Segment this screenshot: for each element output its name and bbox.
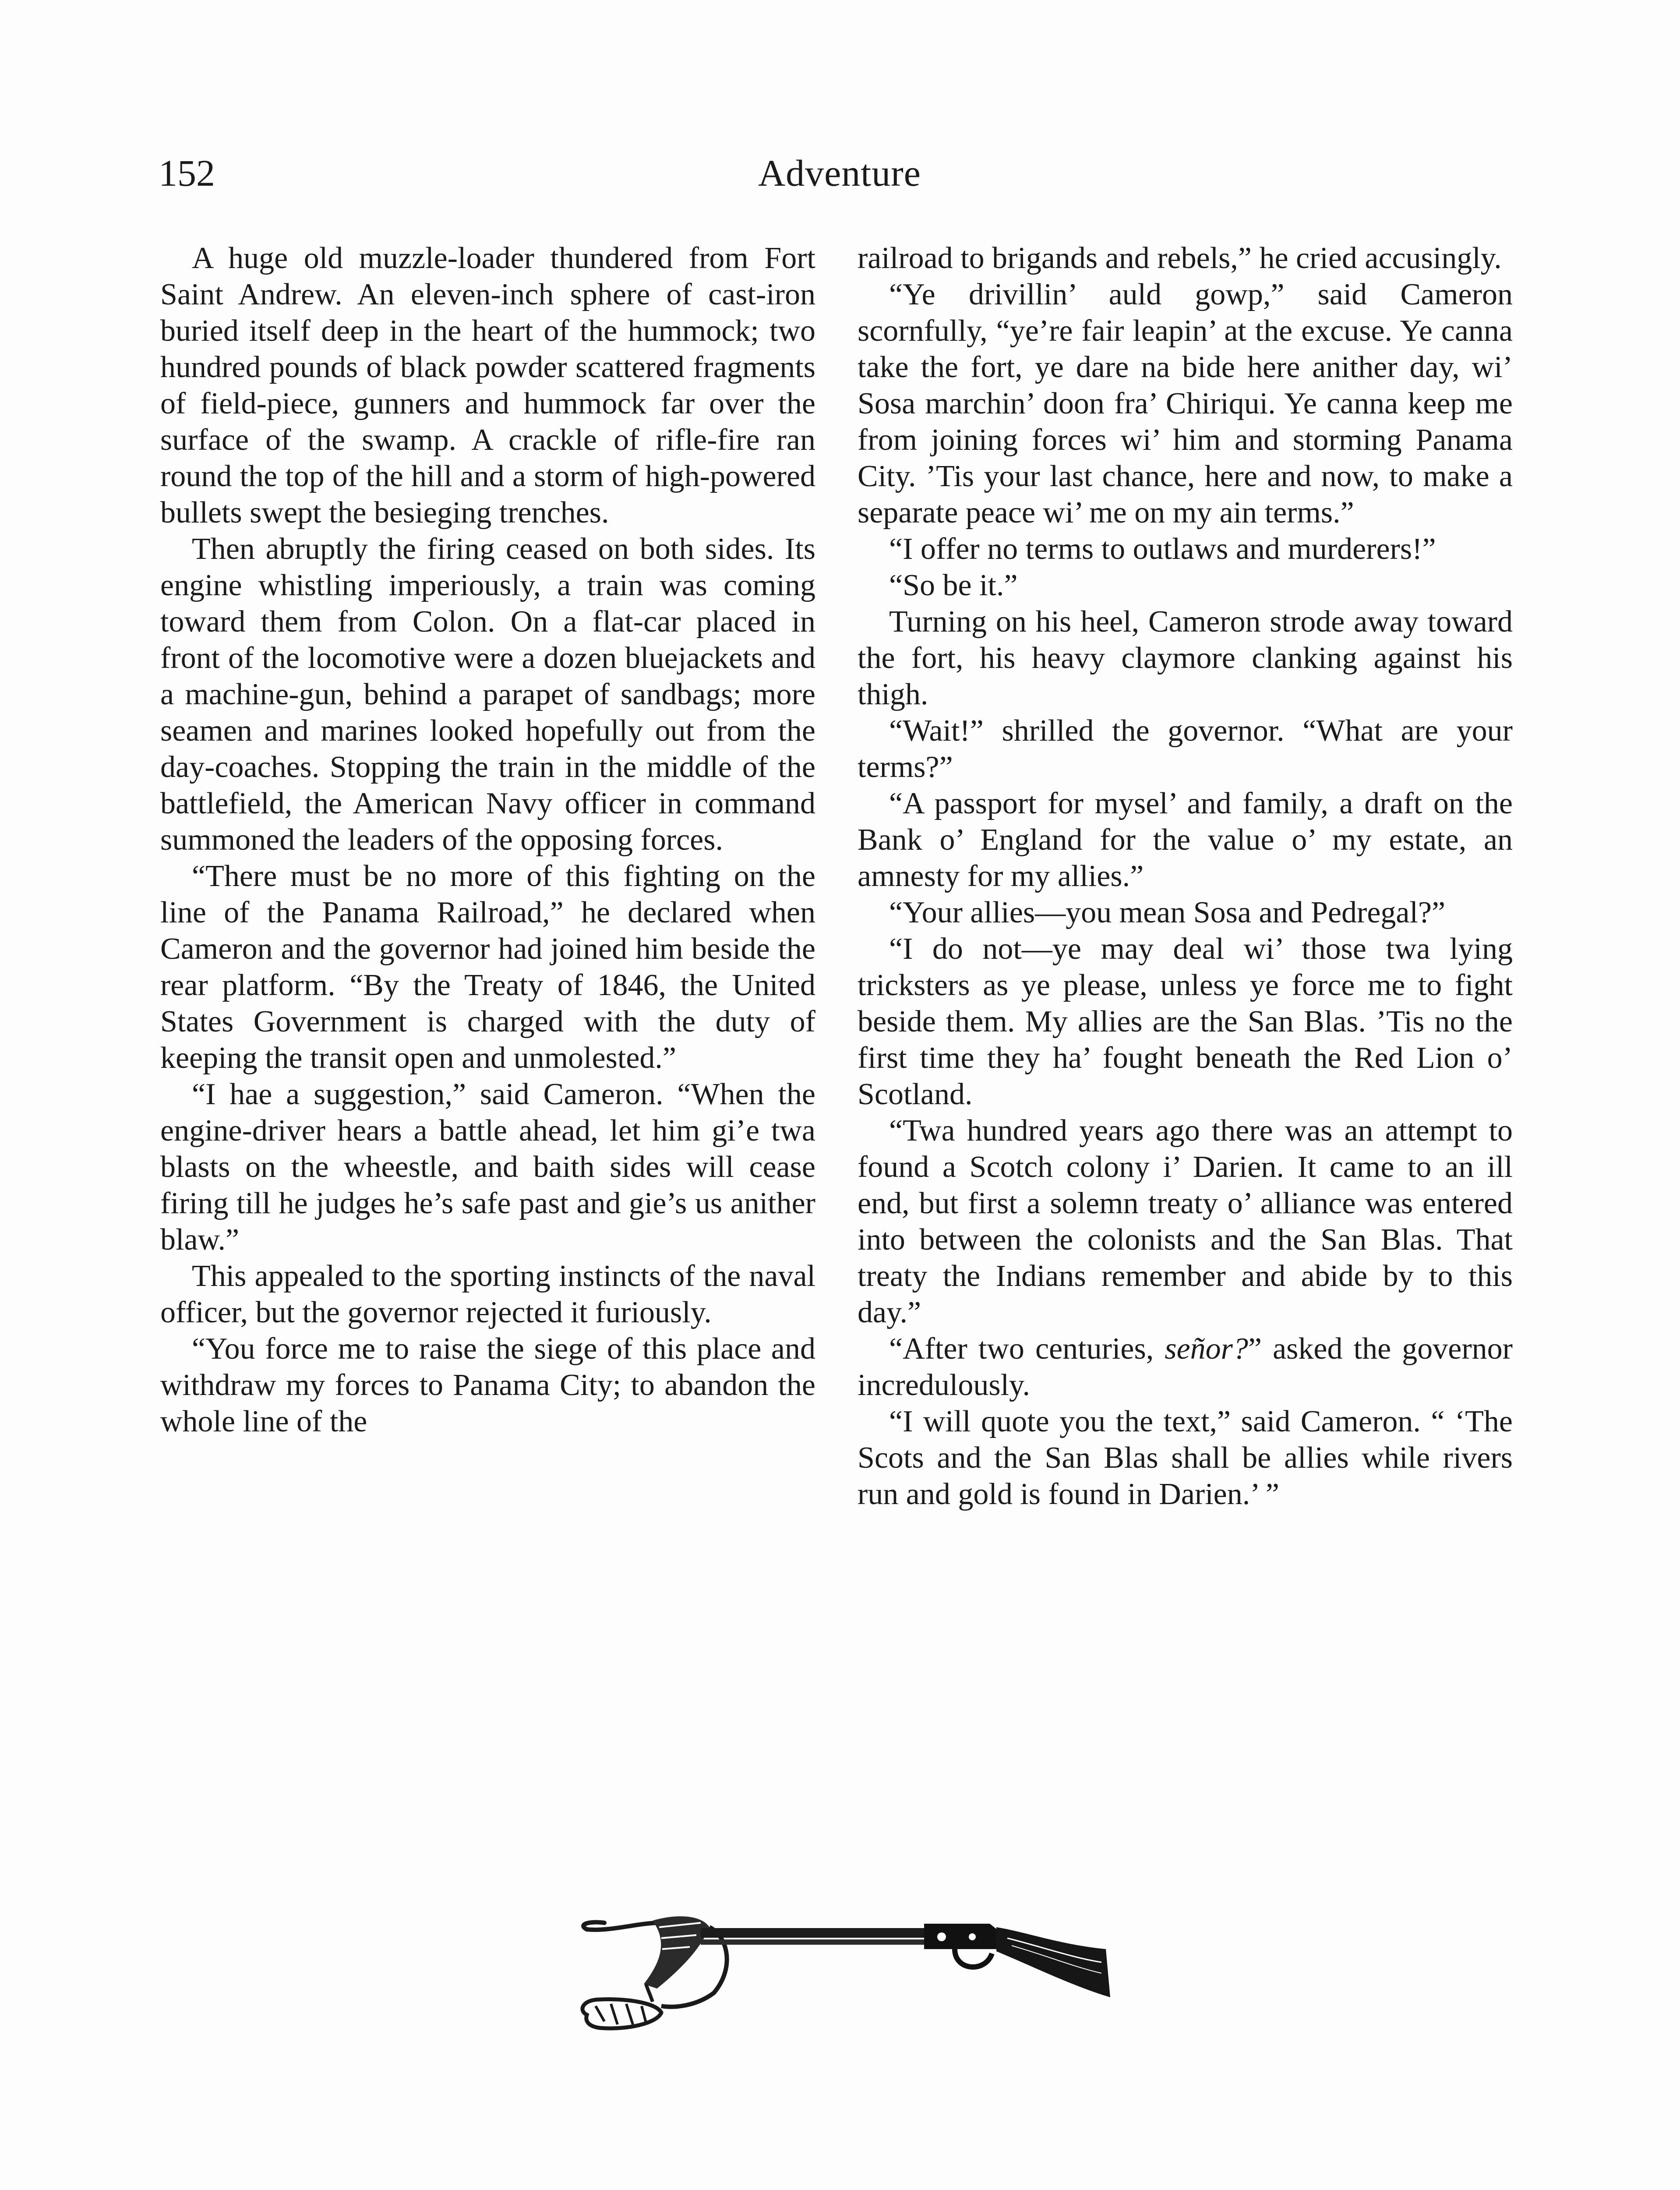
paragraph: “Twa hundred years ago there was an attempt to found a Scotch colony i’ Darien. It came to an ill end, but first a solemn treaty o’ alliance was entered into between the colonists and the San Blas. That treaty the Indians remember and abide by to this day.” [858, 1114, 1513, 1329]
text-column-left [160, 240, 815, 1440]
paragraph: “There must be no more of this fighting on the line of the Panama Railroad,” he declared when Cameron and the governor had joined him beside the rear platform. “By the Treaty of 1846, the United States Government is charged with the duty of keeping the transit open and unmolested.” [160, 859, 815, 1075]
paragraph-continuation: railroad to brigands and rebels,” he cried accusingly. [858, 241, 1502, 275]
paragraph: “Your allies—you mean Sosa and Pedregal?” [889, 896, 1446, 929]
paragraph: “I do not—ye may deal wi’ those twa lying tricksters as ye please, unless ye force me to fight beside them. My allies are the San Blas. ’Tis no the first time they ha’ fought beneath the Red Lion o’ Scotland. [858, 932, 1513, 1111]
paragraph: “So be it.” [889, 569, 1018, 602]
paragraph: Then abruptly the firing ceased on both sides. Its engine whistling imperiously, a train was coming toward them from Colon. On a flat-car placed in front of the locomotive were a dozen bluejackets and a machine-gun, behind a parapet of sandbags; more seamen and marines looked hopefully out from the day-coaches. Stopping the train in the middle of the battlefield, the American Navy officer in command summoned the leaders of the opposing forces. [160, 532, 815, 857]
italic-word: señor? [1165, 1332, 1248, 1366]
paragraph: “I will quote you the text,” said Cameron. “ ‘The Scots and the San Blas shall be allies while rivers run and gold is found in Darien.’ ” [858, 1405, 1513, 1511]
paragraph: “Ye drivillin’ auld gowp,” said Cameron scornfully, “ye’re fair leapin’ at the excuse. Ye canna take the fort, ye dare na bide here anither day, wi’ Sosa marchin’ doon fra’ Chiriqui. Ye canna keep me from joining forces wi’ him and storming Panama City. ’Tis your last chance, here and now, to make a separate peace wi’ me on my ain terms.” [858, 278, 1513, 530]
paragraph-text: “After two centuries, [889, 1332, 1165, 1366]
page-header [159, 145, 1521, 201]
paragraph-senor [858, 1331, 1513, 1403]
running-title: Adventure [758, 152, 921, 194]
text-column-right [858, 240, 1513, 1512]
paragraph-text: ” asked the governor incredulously. [858, 1332, 1513, 1402]
paragraph: “I hae a suggestion,” said Cameron. “When the engine-driver hears a battle ahead, let him gi’e twa blasts on the wheestle, and baith sides will cease firing till he judges he’s safe past and gie’s us anither blaw.” [160, 1077, 815, 1257]
page-number: 152 [159, 152, 215, 194]
paragraph: “A passport for mysel’ and family, a draft on the Bank o’ England for the value o’ my estate, an amnesty for my allies.” [858, 787, 1513, 893]
paragraph: “Wait!” shrilled the governor. “What are your terms?” [858, 714, 1513, 784]
paragraph: “I offer no terms to outlaws and murderers!” [889, 532, 1436, 566]
paragraph: This appealed to the sporting instincts of the naval officer, but the governor rejected it furiously. [160, 1259, 815, 1329]
paragraph: “You force me to raise the siege of this place and withdraw my forces to Panama City; to abandon the whole line of the [160, 1332, 815, 1438]
rifle-and-powder-horn-icon [569, 1897, 1112, 2045]
paragraph: A huge old muzzle-loader thundered from Fort Saint Andrew. An eleven-inch sphere of cast-iron buried itself deep in the heart of the hummock; two hundred pounds of black powder scattered fragments of field-piece, gunners and hummock far over the surface of the swamp. A crackle of rifle-fire ran round the top of the hill and a storm of high-powered bullets swept the besieging trenches. [160, 241, 815, 530]
paragraph: Turning on his heel, Cameron strode away toward the fort, his heavy claymore clanking against his thigh. [858, 605, 1513, 711]
